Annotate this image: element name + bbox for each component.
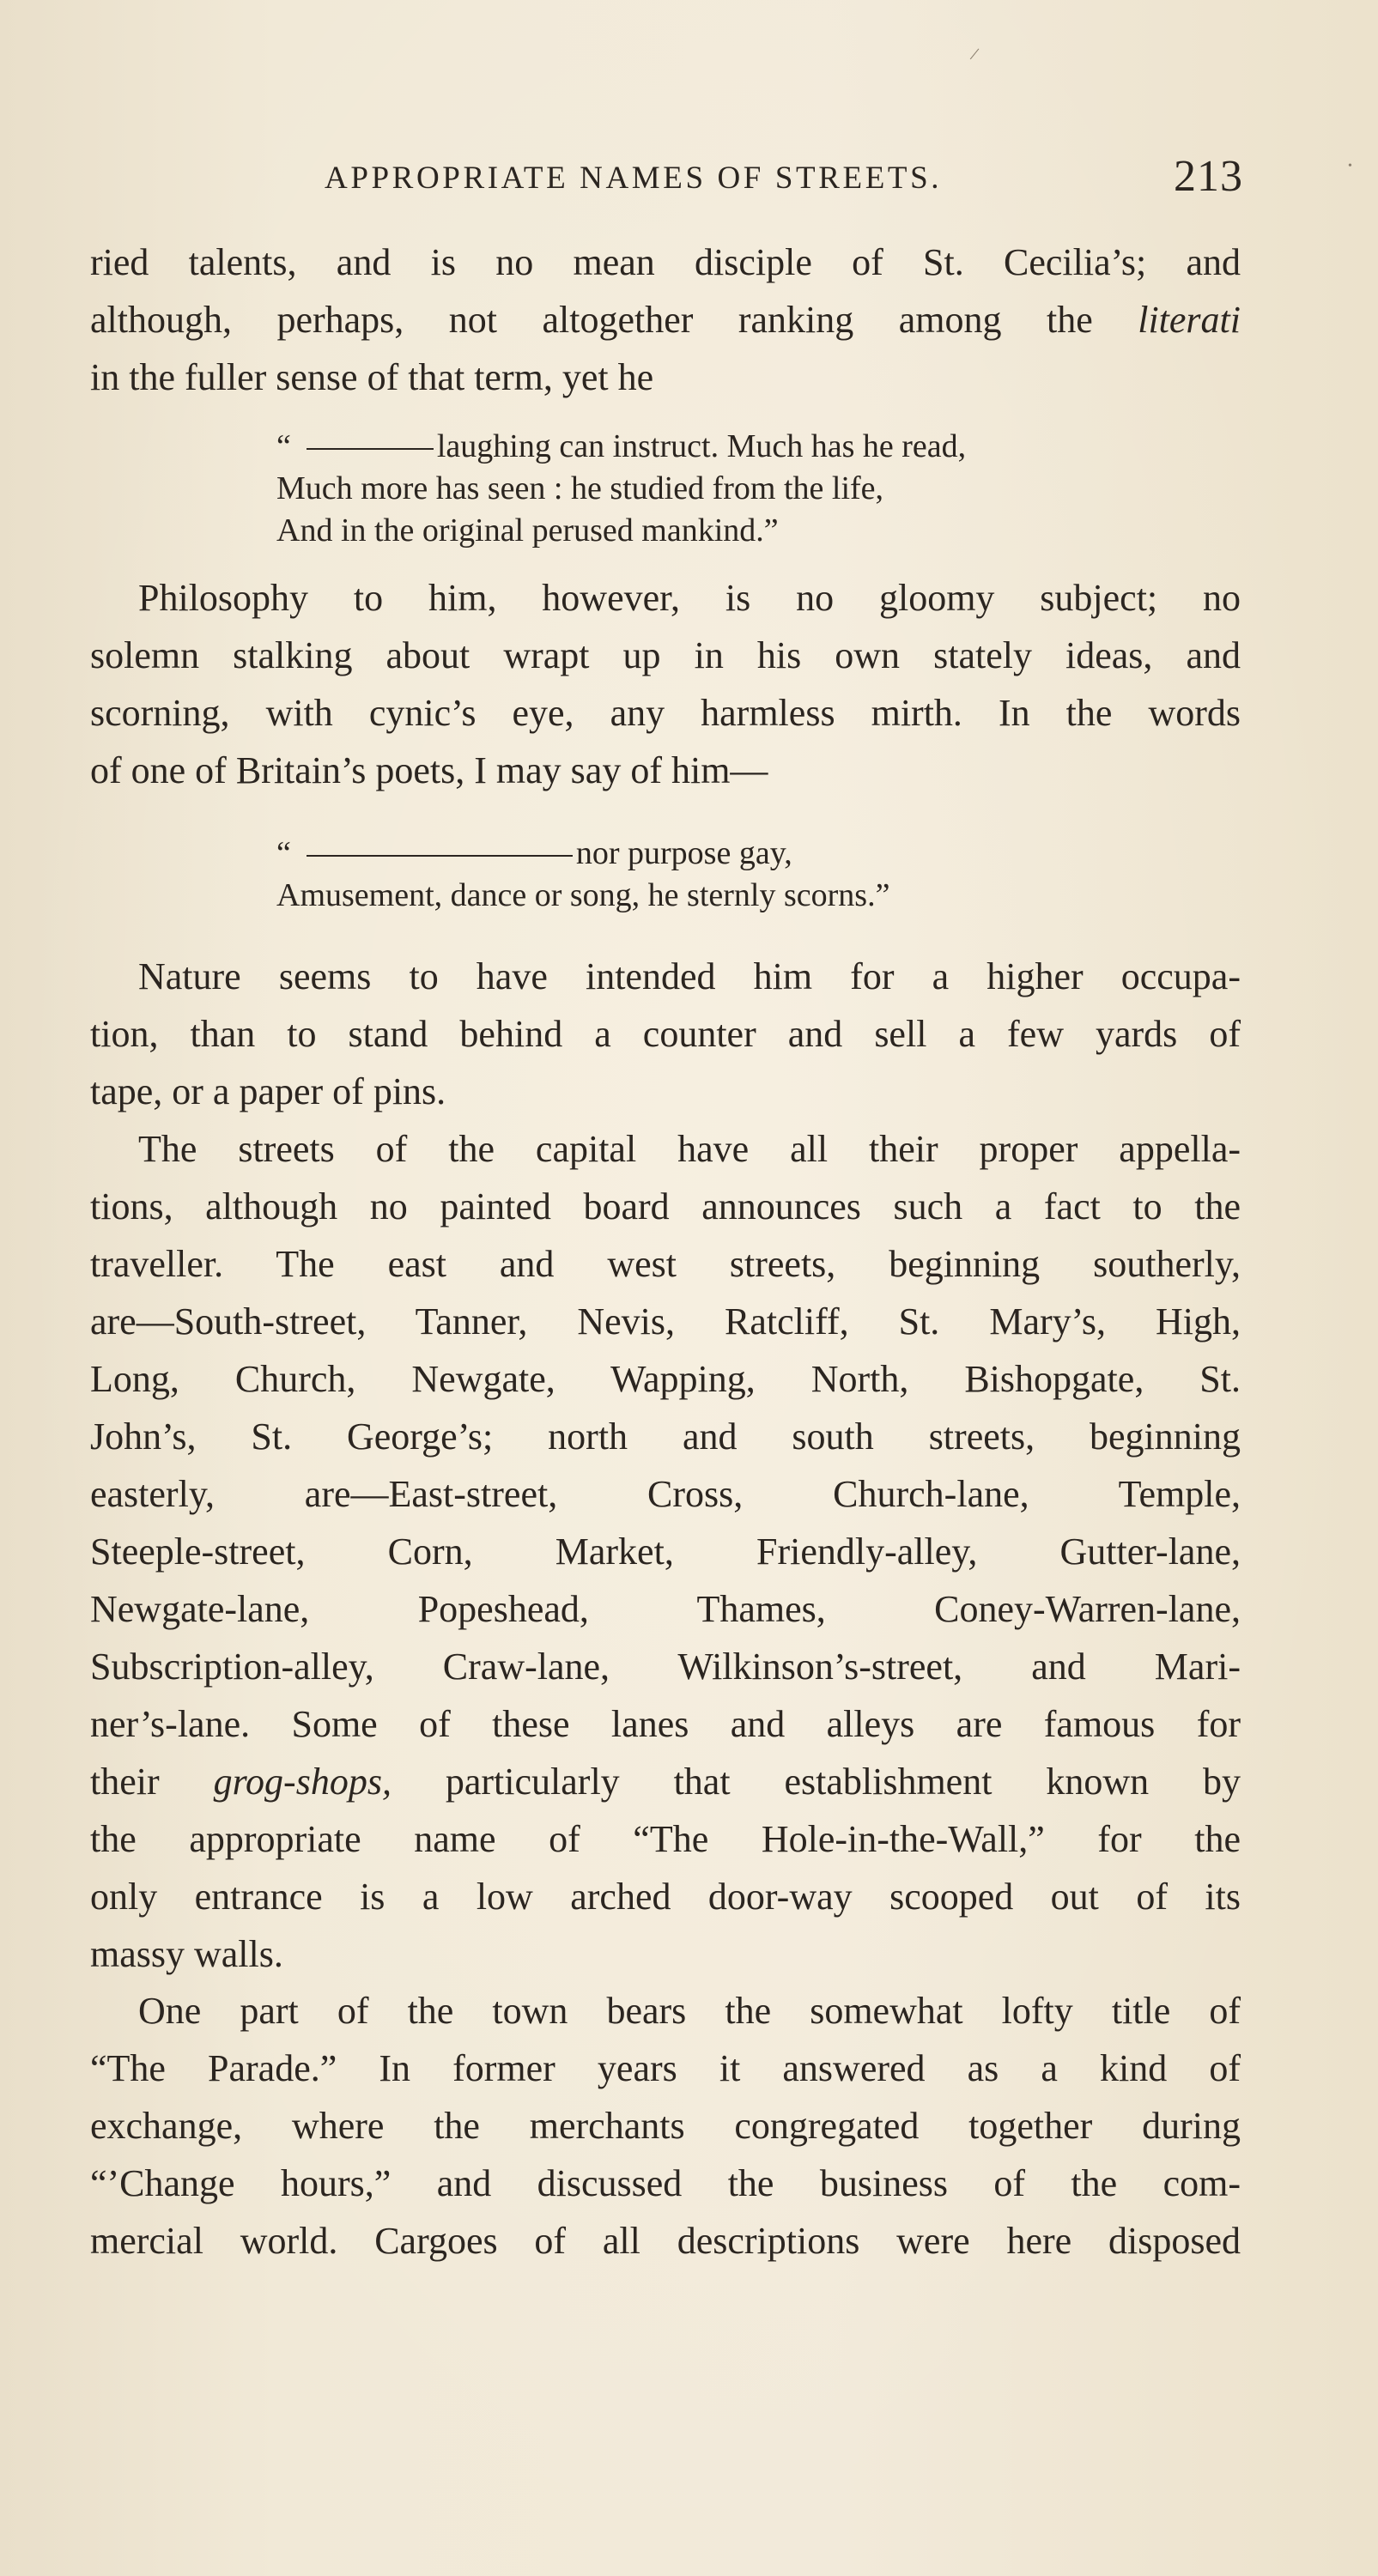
text-line: Nature seems to have intended him for a higher occupa- [138,955,1241,997]
text-line: exchange, where the merchants congregated together during [90,2105,1241,2147]
text-line: Subscription-alley, Craw-lane, Wilkinson’s-street, and Mari- [90,1646,1241,1688]
em-rule [307,448,434,450]
text-line: ried talents, and is no mean disciple of St. Cecilia’s; and [90,241,1241,283]
text-line: tape, or a paper of pins. [90,1070,446,1112]
text-line: solemn stalking about wrapt up in his own stately ideas, and [90,634,1241,676]
em-rule [307,855,573,857]
text-line: Newgate-lane, Popeshead, Thames, Coney-Warren-lane, [90,1588,1241,1630]
text-line: Steeple-street, Corn, Market, Friendly-alley, Gutter-lane, [90,1530,1241,1573]
verse-line: Much more has seen : he studied from the life, [276,470,884,506]
text-line: “The Parade.” In former years it answered as a kind of [90,2047,1241,2089]
text-line: “’Change hours,” and discussed the business of the com- [90,2162,1241,2204]
text-line: tion, than to stand behind a counter and sell a few yards of [90,1013,1241,1055]
page-number: 213 [1174,152,1243,201]
paragraph-4 [90,1120,1241,1983]
text-line: John’s, St. George’s; north and south streets, beginning [90,1415,1241,1458]
text-line: easterly, are—East-street, Cross, Church-lane, Temple, [90,1473,1241,1515]
text-line: massy walls. [90,1933,283,1975]
verse-quote-2 [276,833,889,917]
paragraph-5 [90,1982,1241,2270]
running-head [325,153,1243,204]
text-line: tions, although no painted board announces such a fact to the [90,1185,1241,1227]
text-line: mercial world. Cargoes of all descriptions were here disposed [90,2220,1241,2262]
verse-line: Amusement, dance or song, he sternly scorns.” [276,877,890,913]
verse-quote-1 [276,426,966,552]
text-line: One part of the town bears the somewhat lofty title of [138,1990,1241,2032]
paragraph-1 [90,233,1241,406]
text-line: their grog-shops, particularly that establishment known by [90,1761,1241,1803]
paragraph-3 [90,948,1241,1120]
italic-term: grog-shops, [213,1761,392,1803]
italic-term: literati [1138,299,1241,341]
text-line: Philosophy to him, however, is no gloomy subject; no [138,577,1241,619]
paragraph-2 [90,569,1241,799]
open-quote-mark: “ [276,835,291,871]
text-line: Long, Church, Newgate, Wapping, North, Bishopgate, St. [90,1358,1241,1400]
ink-dot: • [1348,160,1352,173]
ink-mark: / [968,42,981,65]
text-line: the appropriate name of “The Hole-in-the-Wall,” for the [90,1818,1241,1860]
verse-line: “ laughing can instruct. Much has he read, [276,428,967,464]
verse-line: “ nor purpose gay, [276,835,792,871]
text-line: of one of Britain’s poets, I may say of him— [90,749,768,791]
open-quote-mark: “ [276,428,291,464]
text-line: traveller. The east and west streets, beginning southerly, [90,1243,1241,1285]
text-line: ner’s-lane. Some of these lanes and alleys are famous for [90,1703,1241,1745]
text-line: in the fuller sense of that term, yet he [90,356,654,398]
running-head-title: APPROPRIATE NAMES OF STREETS. [325,161,943,196]
text-line: only entrance is a low arched door-way scooped out of its [90,1876,1241,1918]
text-line: scorning, with cynic’s eye, any harmless mirth. In the words [90,692,1241,734]
text-line: are—South-street, Tanner, Nevis, Ratcliff, St. Mary’s, High, [90,1300,1241,1343]
text-line: The streets of the capital have all their proper appella- [138,1128,1241,1170]
verse-line: And in the original perused mankind.” [276,512,779,549]
text-line: although, perhaps, not altogether ranking among the literati [90,299,1241,341]
